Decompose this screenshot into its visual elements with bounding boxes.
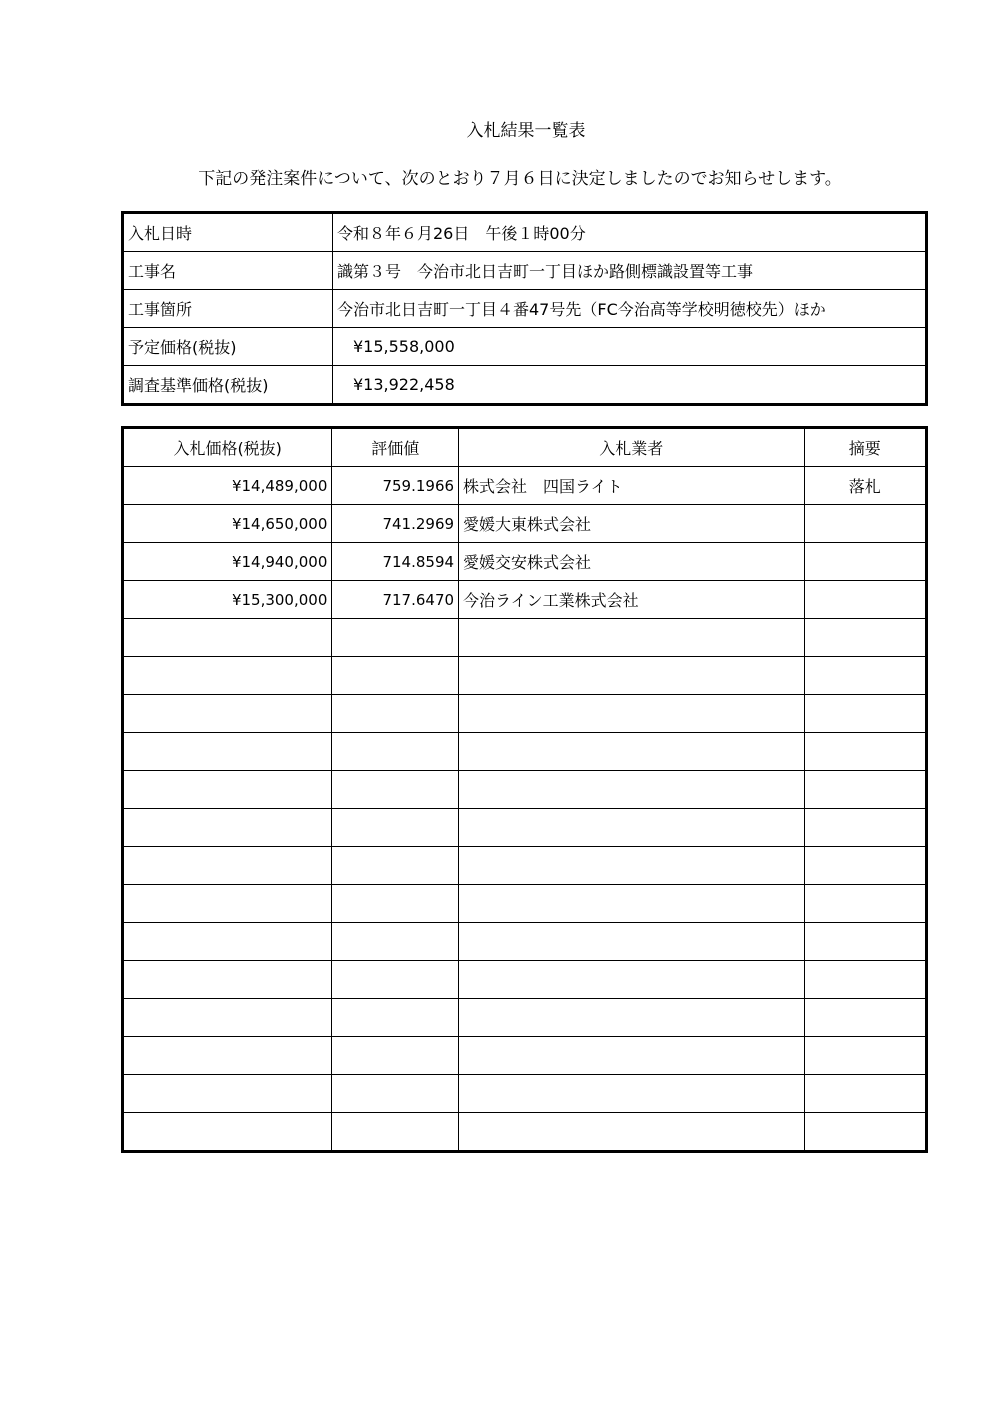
info-row-date [123,213,927,252]
score-cell: 714.8594 [332,543,459,581]
bid-price-cell: ¥14,650,000 [123,505,332,543]
empty-cell [332,923,459,961]
document-title: 入札結果一覧表 [466,121,586,141]
empty-table-row [123,961,927,999]
empty-cell [123,1113,332,1152]
empty-cell [459,771,804,809]
header-note: 摘要 [804,428,926,467]
table-row [123,467,927,505]
empty-cell [332,1075,459,1113]
empty-cell [123,809,332,847]
info-label: 工事箇所 [123,290,333,328]
info-value: 今治市北日吉町一丁目４番47号先（FC今治高等学校明徳校先）ほか [333,290,927,328]
empty-cell [123,1037,332,1075]
empty-table-row [123,619,927,657]
bidder-cell: 愛媛交安株式会社 [459,543,804,581]
empty-cell [804,695,926,733]
empty-cell [459,733,804,771]
score-cell: 741.2969 [332,505,459,543]
empty-cell [459,809,804,847]
empty-cell [459,1037,804,1075]
empty-cell [332,809,459,847]
empty-cell [332,1113,459,1152]
empty-cell [804,885,926,923]
empty-table-row [123,657,927,695]
bid-results-table [121,426,928,1153]
empty-cell [332,961,459,999]
empty-cell [804,923,926,961]
table-row [123,543,927,581]
table-row [123,505,927,543]
empty-cell [123,923,332,961]
empty-table-row [123,1037,927,1075]
empty-cell [332,619,459,657]
info-value: 識第３号 今治市北日吉町一丁目ほか路側標識設置等工事 [333,252,927,290]
empty-cell [332,885,459,923]
info-row-standard-price [123,366,927,405]
empty-table-row [123,771,927,809]
empty-cell [804,809,926,847]
empty-cell [804,999,926,1037]
empty-cell [123,619,332,657]
bidder-cell: 愛媛大東株式会社 [459,505,804,543]
notice-text: 下記の発注案件について、次のとおり７月６日に決定しましたのでお知らせします。 [198,169,842,189]
empty-table-row [123,809,927,847]
info-value: ¥13,922,458 [333,366,927,405]
empty-cell [804,847,926,885]
empty-cell [332,733,459,771]
empty-cell [459,695,804,733]
empty-cell [459,923,804,961]
empty-cell [459,657,804,695]
empty-table-row [123,695,927,733]
bid-info-table [121,211,928,406]
empty-rows [123,619,927,1152]
empty-cell [804,619,926,657]
note-cell [804,543,926,581]
info-label: 予定価格(税抜) [123,328,333,366]
info-row-planned-price [123,328,927,366]
empty-cell [459,999,804,1037]
empty-table-row [123,733,927,771]
empty-table-row [123,885,927,923]
info-label: 入札日時 [123,213,333,252]
empty-cell [804,733,926,771]
empty-cell [804,657,926,695]
info-label: 調査基準価格(税抜) [123,366,333,405]
empty-cell [459,1075,804,1113]
empty-cell [804,771,926,809]
info-value: 令和８年６月26日 午後１時00分 [333,213,927,252]
empty-cell [459,619,804,657]
bid-price-cell: ¥14,940,000 [123,543,332,581]
note-cell: 落札 [804,467,926,505]
empty-table-row [123,999,927,1037]
bid-price-cell: ¥14,489,000 [123,467,332,505]
header-bid-price: 入札価格(税抜) [123,428,332,467]
empty-table-row [123,923,927,961]
empty-cell [123,771,332,809]
info-row-location [123,290,927,328]
empty-cell [123,847,332,885]
empty-cell [123,1075,332,1113]
empty-cell [804,961,926,999]
info-label: 工事名 [123,252,333,290]
empty-table-row [123,847,927,885]
empty-cell [332,999,459,1037]
note-cell [804,505,926,543]
empty-cell [459,847,804,885]
empty-cell [459,885,804,923]
empty-cell [459,1113,804,1152]
header-score: 評価値 [332,428,459,467]
empty-cell [123,733,332,771]
empty-cell [332,657,459,695]
empty-cell [332,847,459,885]
empty-cell [459,961,804,999]
bid-price-cell: ¥15,300,000 [123,581,332,619]
empty-cell [123,695,332,733]
empty-cell [123,961,332,999]
results-header-row [123,428,927,467]
bidder-cell: 株式会社 四国ライト [459,467,804,505]
empty-cell [804,1075,926,1113]
note-cell [804,581,926,619]
empty-cell [332,695,459,733]
empty-table-row [123,1075,927,1113]
empty-cell [123,657,332,695]
empty-cell [804,1113,926,1152]
empty-cell [332,1037,459,1075]
empty-cell [332,771,459,809]
empty-cell [123,999,332,1037]
score-cell: 717.6470 [332,581,459,619]
bidder-cell: 今治ライン工業株式会社 [459,581,804,619]
info-row-project-name [123,252,927,290]
empty-table-row [123,1113,927,1152]
header-bidder: 入札業者 [459,428,804,467]
score-cell: 759.1966 [332,467,459,505]
empty-cell [804,1037,926,1075]
empty-cell [123,885,332,923]
table-row [123,581,927,619]
info-value: ¥15,558,000 [333,328,927,366]
